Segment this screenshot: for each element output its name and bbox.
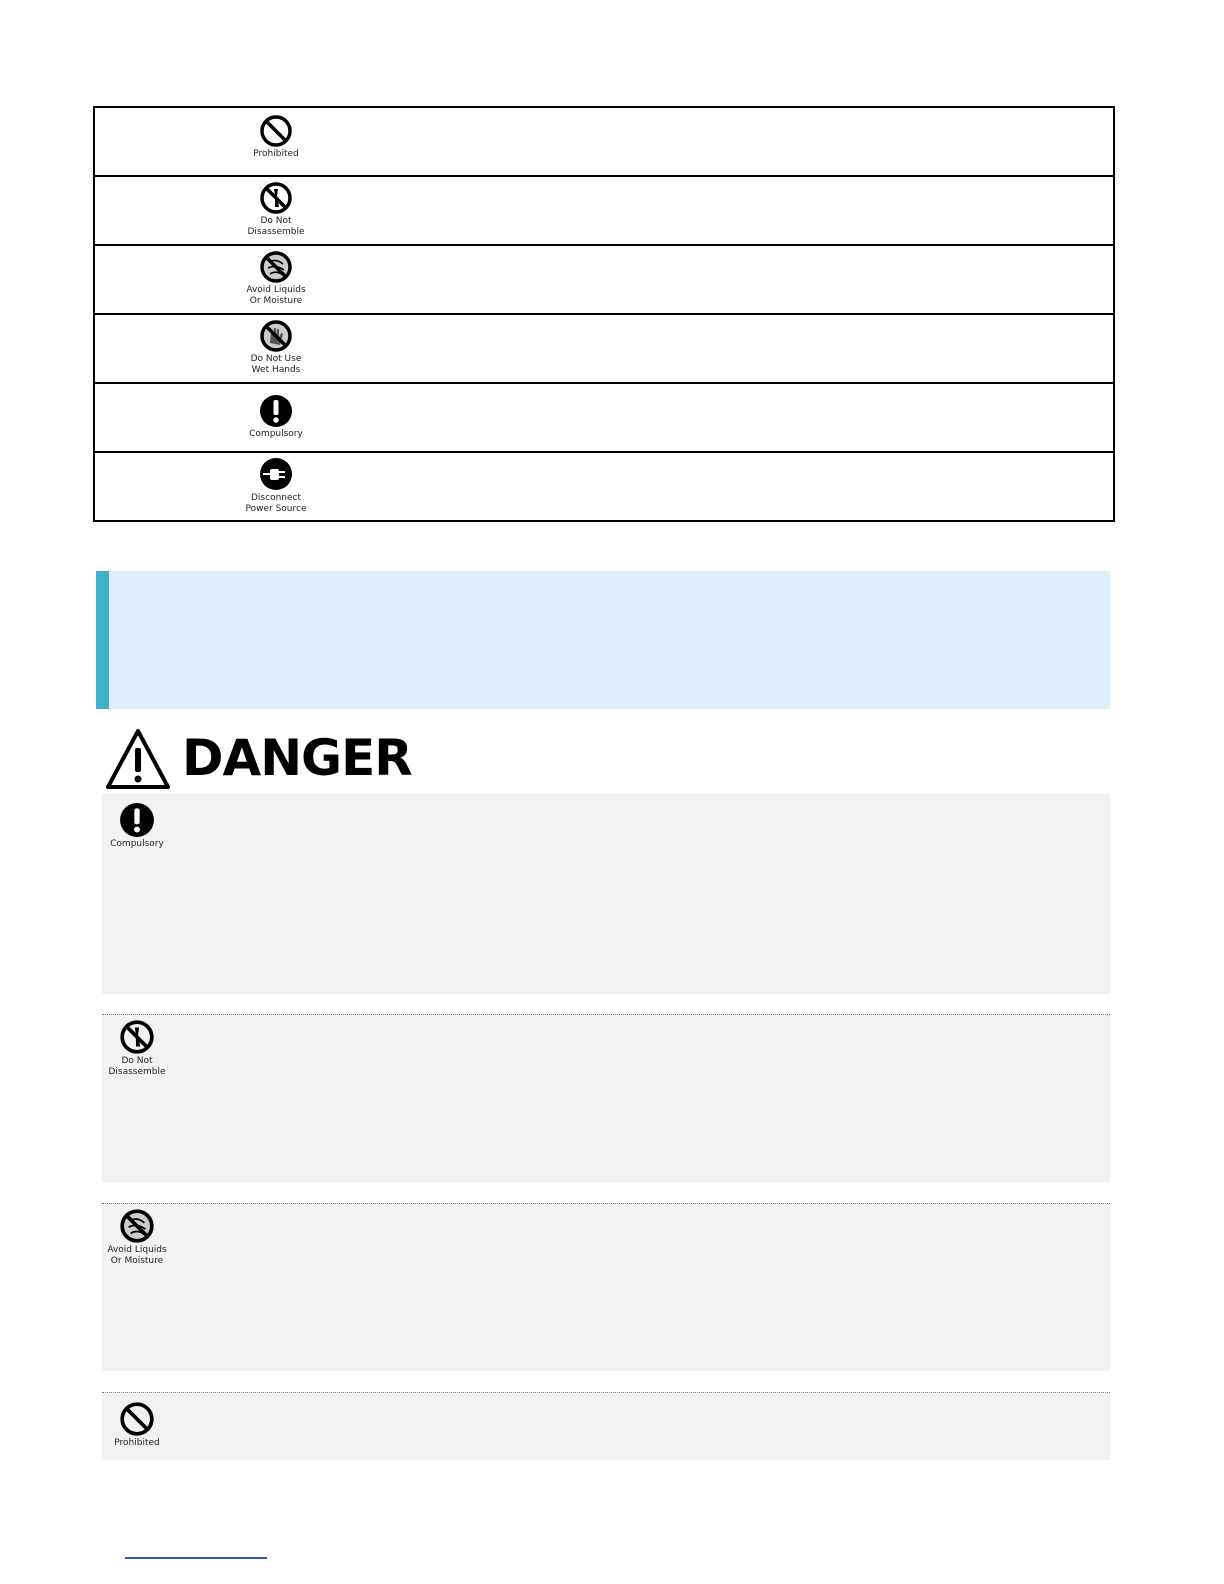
symbol-caption: Prohibited <box>253 149 299 159</box>
block-icon-caption: Avoid Liquids Or Moisture <box>107 1245 167 1266</box>
avoid-liquids-icon <box>259 250 293 284</box>
danger-item-block <box>102 1015 1110 1182</box>
symbol-row-compulsory <box>95 384 1113 453</box>
footer-link-underline[interactable] <box>125 1557 267 1559</box>
info-callout-box <box>96 571 1110 709</box>
do-not-disassemble-icon <box>119 1019 155 1055</box>
do-not-use-wet-hands-icon <box>259 319 293 353</box>
symbol-row-wet-hands <box>95 315 1113 384</box>
prohibited-icon <box>259 114 293 148</box>
block-icon-caption: Prohibited <box>114 1438 160 1448</box>
symbol-caption: Disconnect Power Source <box>245 493 307 514</box>
danger-item-block <box>102 794 1110 994</box>
symbol-row-do-not-disassemble <box>95 177 1113 246</box>
symbol-row-prohibited <box>95 108 1113 177</box>
danger-item-block <box>102 1393 1110 1460</box>
symbol-row-disconnect-power <box>95 453 1113 520</box>
symbol-caption: Avoid Liquids Or Moisture <box>246 285 306 306</box>
symbol-caption: Do Not Use Wet Hands <box>250 354 302 375</box>
compulsory-icon <box>259 394 293 428</box>
prohibited-icon <box>119 1401 155 1437</box>
do-not-disassemble-icon <box>259 181 293 215</box>
symbol-legend-table <box>93 106 1115 522</box>
compulsory-icon <box>119 802 155 838</box>
block-icon-caption: Compulsory <box>110 839 164 849</box>
avoid-liquids-icon <box>119 1208 155 1244</box>
disconnect-power-source-icon <box>258 456 294 492</box>
warning-triangle-icon <box>104 726 172 792</box>
danger-item-block <box>102 1204 1110 1371</box>
symbol-row-avoid-liquids <box>95 246 1113 315</box>
symbol-caption: Compulsory <box>249 429 303 439</box>
danger-title: DANGER <box>182 729 412 787</box>
symbol-caption: Do Not Disassemble <box>247 216 305 237</box>
callout-accent-bar <box>96 571 109 709</box>
block-icon-caption: Do Not Disassemble <box>108 1056 166 1077</box>
